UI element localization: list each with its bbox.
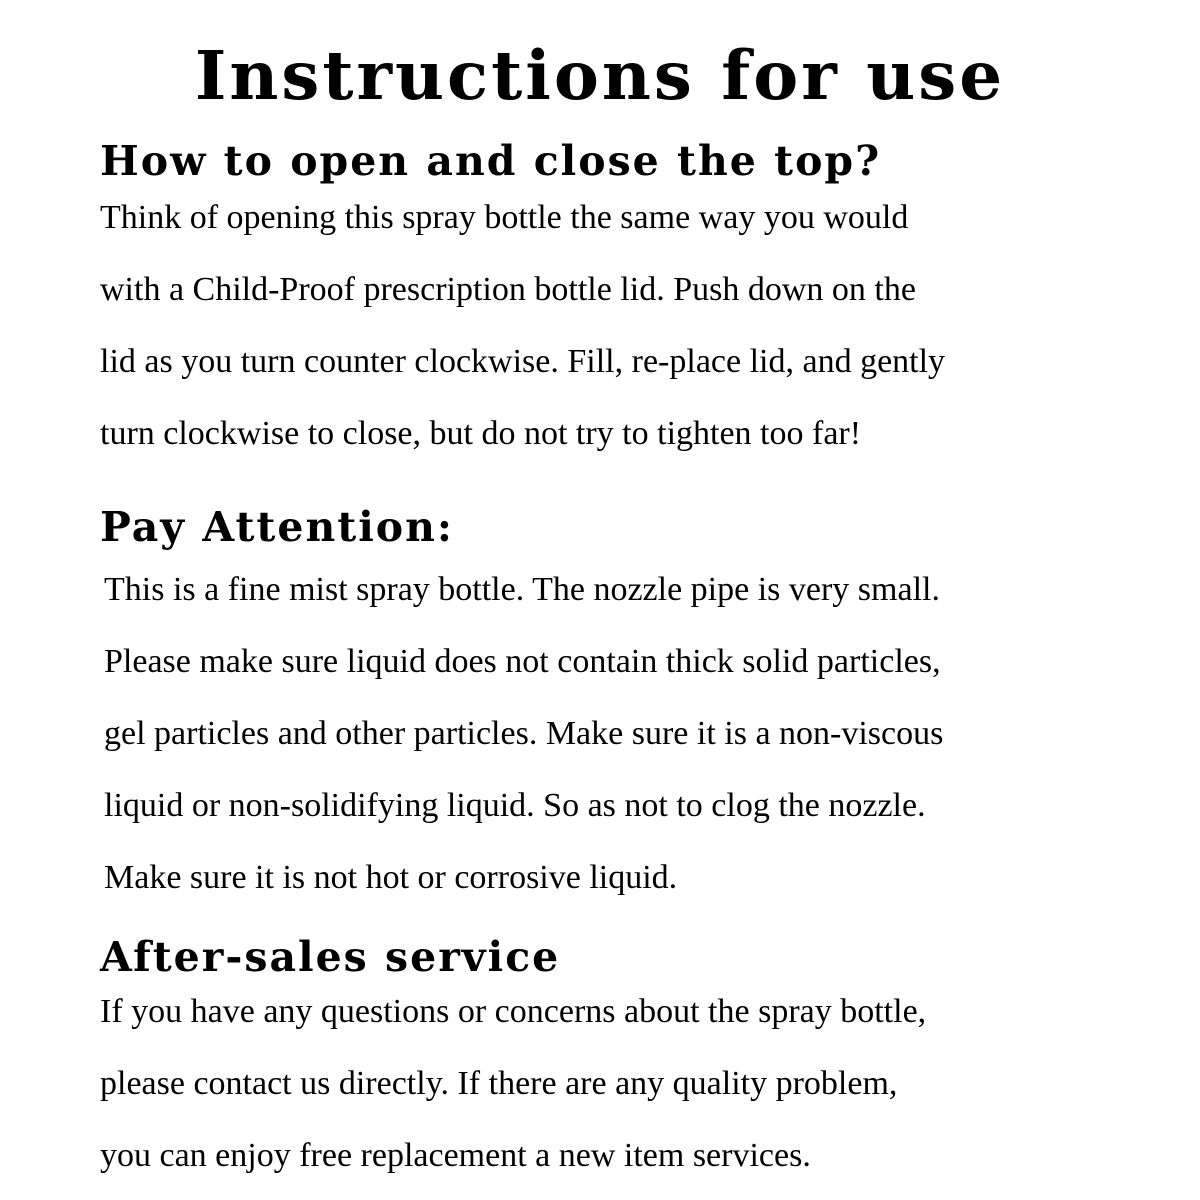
body-line: If you have any questions or concerns about the spray bottle, — [100, 993, 927, 1030]
body-line: you can enjoy free replacement a new item services. — [100, 1137, 811, 1174]
body-line: turn clockwise to close, but do not try to tighten too far! — [100, 415, 862, 452]
section-heading-after-sales: After-sales service — [100, 933, 561, 981]
section-heading-pay-attention: Pay Attention: — [100, 503, 455, 551]
body-line: This is a fine mist spray bottle. The nozzle pipe is very small. — [104, 571, 940, 608]
body-line: liquid or non-solidifying liquid. So as not to clog the nozzle. — [104, 787, 926, 824]
body-line: Please make sure liquid does not contain thick solid particles, — [104, 643, 941, 680]
body-line: with a Child-Proof prescription bottle lid. Push down on the — [100, 271, 916, 308]
body-line: lid as you turn counter clockwise. Fill, re-place lid, and gently — [100, 343, 946, 380]
body-line: Think of opening this spray bottle the same way you would — [100, 199, 909, 236]
section-heading-open-close: How to open and close the top? — [100, 137, 882, 185]
body-line: please contact us directly. If there are any quality problem, — [100, 1065, 898, 1102]
body-line: Make sure it is not hot or corrosive liquid. — [104, 859, 678, 896]
body-line: gel particles and other particles. Make sure it is a non-viscous — [104, 715, 944, 752]
page-title: Instructions for use — [194, 36, 1006, 115]
